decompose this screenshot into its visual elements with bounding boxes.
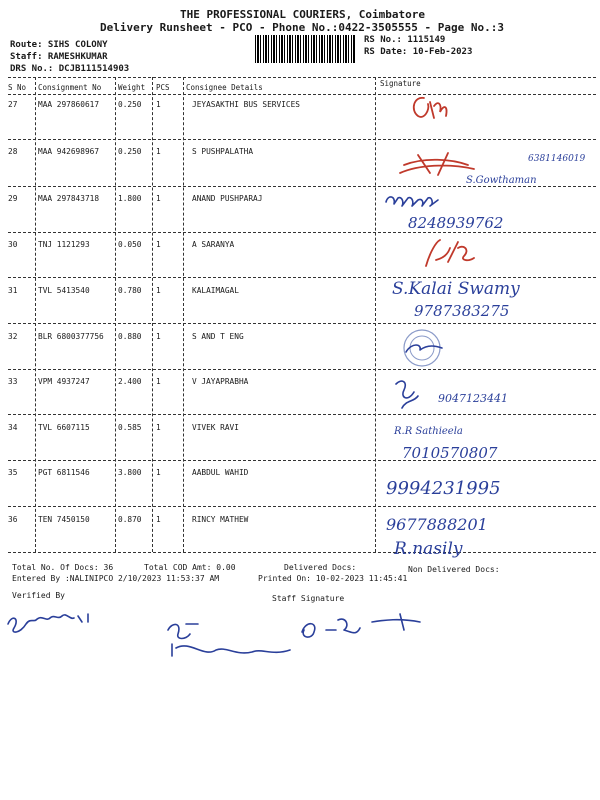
verified-by-label: Verified By (12, 591, 65, 600)
row-consignee: S AND T ENG (192, 332, 244, 341)
row-sno: 35 (8, 468, 18, 477)
row-pcs: 1 (156, 515, 161, 524)
row-pcs: 1 (156, 468, 161, 477)
row-weight: 3.800 (118, 468, 142, 477)
handwritten-name: R.R Sathieela (394, 426, 463, 437)
staff-signature-label: Staff Signature (272, 594, 345, 603)
signature-row-35 (378, 464, 598, 510)
row-weight: 0.870 (118, 515, 142, 524)
route-label: Route: SIHS COLONY (10, 40, 108, 50)
row-weight: 0.585 (118, 423, 142, 432)
row-consignment: BLR 6800377756 (38, 332, 104, 341)
row-consignee: AABDUL WAHID (192, 468, 249, 477)
col-header-pcs: PCS (156, 83, 170, 92)
total-docs: Total No. Of Docs: 36 (12, 563, 114, 572)
row-consignee: RINCY MATHEW (192, 515, 249, 524)
row-pcs: 1 (156, 286, 161, 295)
barcode-image (255, 35, 355, 63)
rs-date: RS Date: 10-Feb-2023 (364, 47, 473, 57)
row-sno: 36 (8, 515, 18, 524)
signature-row-27 (378, 90, 598, 136)
row-consignee: A SARANYA (192, 240, 235, 249)
signature-row-32 (378, 326, 598, 372)
divider (8, 77, 596, 78)
signature-row-28 (378, 143, 598, 189)
rs-number: RS No.: 1115149 (364, 35, 446, 45)
col-header-consignment: Consignment No (38, 83, 102, 92)
row-sno: 30 (8, 240, 18, 249)
row-pcs: 1 (156, 194, 161, 203)
signature-row-34 (378, 416, 598, 462)
handwritten-name: S.Kalai Swamy (392, 279, 520, 299)
row-sno: 33 (8, 377, 18, 386)
signature-row-36 (378, 510, 598, 559)
row-consignee: VIVEK RAVI (192, 423, 239, 432)
row-sno: 32 (8, 332, 18, 341)
handwritten-phone: 6381146019 (528, 154, 586, 164)
row-divider (8, 323, 596, 324)
row-consignee: V JAYAPRABHA (192, 377, 249, 386)
handwritten-phone: 9787383275 (414, 302, 510, 320)
row-pcs: 1 (156, 100, 161, 109)
row-weight: 0.250 (118, 100, 142, 109)
row-pcs: 1 (156, 377, 161, 386)
row-consignment: TVL 5413540 (38, 286, 90, 295)
non-delivered-docs: Non Delivered Docs: (408, 565, 500, 574)
delivered-docs: Delivered Docs: (284, 563, 357, 572)
row-weight: 0.780 (118, 286, 142, 295)
row-sno: 28 (8, 147, 18, 156)
col-header-sno: S No (8, 83, 27, 92)
row-consignment: VPM 4937247 (38, 377, 90, 386)
row-weight: 0.250 (118, 147, 142, 156)
row-sno: 31 (8, 286, 18, 295)
row-divider (8, 139, 596, 140)
row-sno: 34 (8, 423, 18, 432)
col-header-consignee: Consignee Details (186, 83, 263, 92)
staff-label: Staff: RAMESHKUMAR (10, 52, 108, 62)
drs-number: DRS No.: DCJB111514903 (10, 64, 130, 74)
row-consignment: MAA 942698967 (38, 147, 100, 156)
handwritten-phone: 9677888201 (386, 515, 488, 534)
entered-by: Entered By :NALINIPCO 2/10/2023 11:53:37 AM (12, 574, 220, 583)
row-consignment: PGT 6811546 (38, 468, 90, 477)
row-consignee: ANAND PUSHPARAJ (192, 194, 263, 203)
col-header-weight: Weight (118, 83, 146, 92)
handwritten-phone: 9047123441 (438, 392, 508, 405)
row-weight: 2.400 (118, 377, 142, 386)
handwritten-phone: 7010570807 (402, 444, 498, 462)
row-pcs: 1 (156, 147, 161, 156)
row-consignment: TVL 6607115 (38, 423, 90, 432)
row-consignee: KALAIMAGAL (192, 286, 239, 295)
handwritten-phone: 8248939762 (408, 214, 504, 232)
signature-row-29 (378, 188, 598, 234)
row-consignee: JEYASAKTHI BUS SERVICES (192, 100, 300, 109)
row-sno: 29 (8, 194, 18, 203)
row-weight: 0.050 (118, 240, 142, 249)
row-consignment: TNJ 1121293 (38, 240, 90, 249)
runsheet-subtitle: Delivery Runsheet - PCO - Phone No.:0422-3505555 - Page No.:3 (100, 21, 504, 34)
row-weight: 0.880 (118, 332, 142, 341)
handwritten-phone: 9994231995 (386, 478, 501, 499)
row-pcs: 1 (156, 332, 161, 341)
printed-on: Printed On: 10-02-2023 11:45:41 (258, 574, 408, 583)
total-cod: Total COD Amt: 0.00 (144, 563, 236, 572)
signature-row-33 (378, 372, 598, 418)
signature-row-31 (378, 272, 598, 318)
row-weight: 1.800 (118, 194, 142, 203)
handwritten-name: R.nasily (394, 539, 463, 559)
row-pcs: 1 (156, 423, 161, 432)
row-consignment: MAA 297843718 (38, 194, 100, 203)
row-consignment: MAA 297860617 (38, 100, 100, 109)
row-consignee: S PUSHPALATHA (192, 147, 254, 156)
row-pcs: 1 (156, 240, 161, 249)
handwritten-name: S.Gowthaman (466, 175, 537, 186)
row-sno: 27 (8, 100, 18, 109)
company-title: THE PROFESSIONAL COURIERS, Coimbatore (180, 8, 426, 21)
row-consignment: TEN 7450150 (38, 515, 90, 524)
col-header-signature: Signature (380, 79, 421, 88)
footer-signatures (0, 600, 600, 680)
